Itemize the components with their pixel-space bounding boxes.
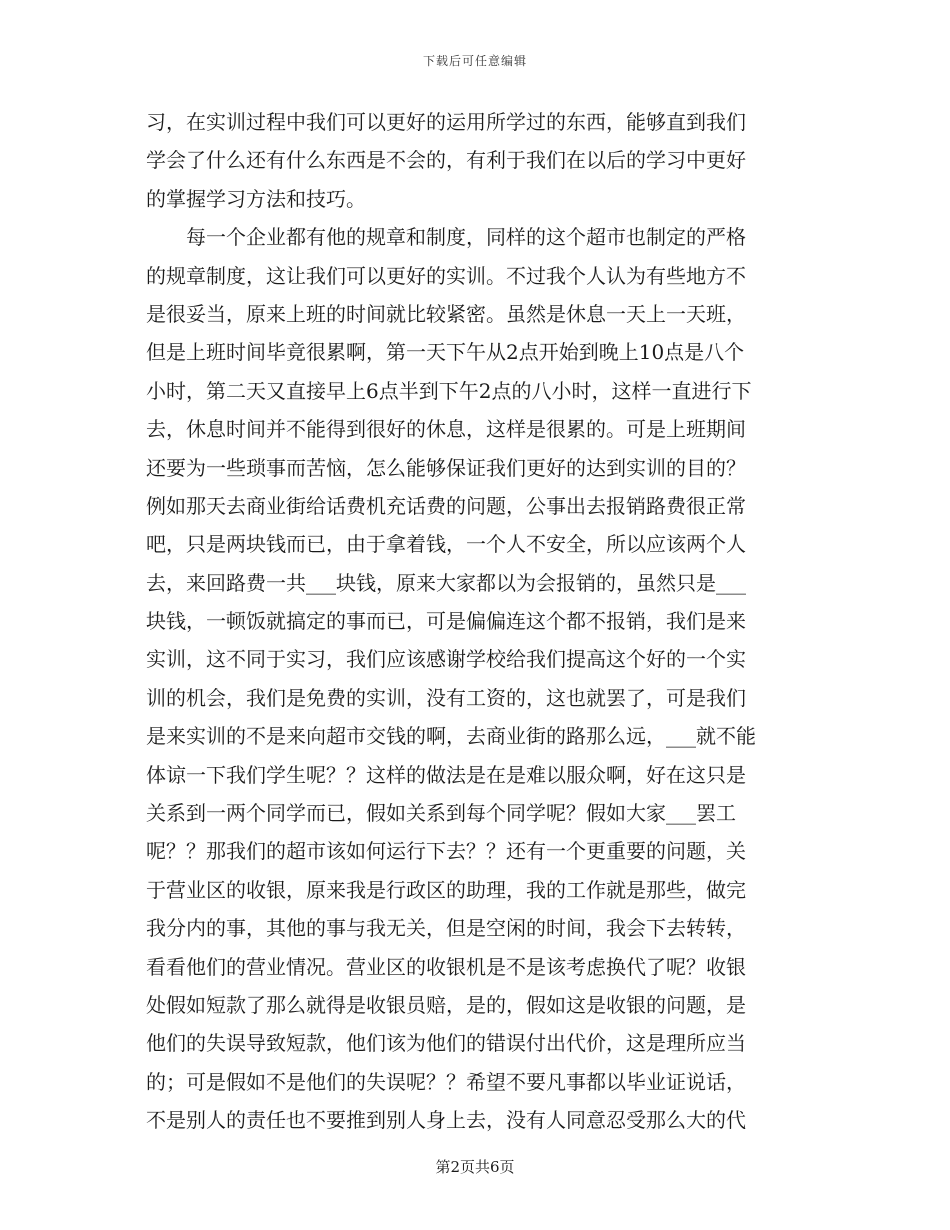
text-line: 看看他们的营业情况。营业区的收银机是不是该考虑换代了呢？收银 [146, 954, 746, 979]
text-line: 他们的失误导致短款，他们该为他们的错误付出代价，这是理所应当 [146, 1031, 746, 1056]
text-line: 我分内的事，其他的事与我无关，但是空闲的时间，我会下去转转， [146, 916, 746, 941]
text-line: 但是上班时间毕竟很累啊，第一天下午从2点开始到晚上10点是八个 [146, 340, 745, 365]
text-line: 块钱，一顿饭就搞定的事而已，可是偏偏连这个都不报销，我们是来 [146, 609, 746, 634]
text-line: 吧，只是两块钱而已，由于拿着钱，一个人不安全，所以应该两个人 [146, 532, 746, 557]
text-line: 是很妥当，原来上班的时间就比较紧密。虽然是休息一天上一天班， [146, 301, 746, 326]
text-line: 去，来回路费一共___块钱，原来大家都以为会报销的，虽然只是___ [146, 570, 746, 595]
text-line: 还要为一些琐事而苦恼，怎么能够保证我们更好的达到实训的目的？ [146, 455, 746, 480]
page-header: 下载后可任意编辑 [422, 54, 527, 68]
text-line: 例如那天去商业街给话费机充话费的问题，公事出去报销路费很正常 [146, 493, 746, 518]
text-line: 的掌握学习方法和技巧。 [146, 186, 366, 211]
page-number: 第2页共6页 [435, 1158, 515, 1176]
text-line: 的；可是假如不是他们的失误呢？？希望不要凡事都以毕业证说话， [146, 1069, 746, 1094]
text-line: 是来实训的不是来向超市交钱的啊，去商业街的路那么远，___就不能 [146, 724, 756, 749]
text-line: 学会了什么还有什么东西是不会的，有利于我们在以后的学习中更好 [146, 148, 746, 173]
text-line: 呢？？那我们的超市该如何运行下去？？还有一个更重要的问题，关 [146, 839, 746, 864]
text-line: 关系到一两个同学而已，假如关系到每个同学呢？假如大家___罢工 [146, 801, 736, 826]
text-line: 实训，这不同于实习，我们应该感谢学校给我们提高这个好的一个实 [146, 647, 746, 672]
text-line: 训的机会，我们是免费的实训，没有工资的，这也就罢了，可是我们 [146, 685, 746, 710]
text-line: 于营业区的收银，原来我是行政区的助理，我的工作就是那些，做完 [146, 877, 746, 902]
paragraph-first-line: 每一个企业都有他的规章和制度，同样的这个超市也制定的严格 [186, 225, 746, 250]
text-line: 不是别人的责任也不要推到别人身上去，没有人同意忍受那么大的代 [146, 1108, 746, 1133]
text-line: 去，休息时间并不能得到很好的休息，这样是很累的。可是上班期间 [146, 417, 746, 442]
text-line: 体谅一下我们学生呢？？这样的做法是在是难以服众啊，好在这只是 [146, 762, 746, 787]
text-line: 小时，第二天又直接早上6点半到下午2点的八小时，这样一直进行下 [146, 378, 752, 403]
document-body [146, 103, 810, 1140]
text-line: 处假如短款了那么就得是收银员赔，是的，假如这是收银的问题，是 [146, 992, 746, 1017]
text-line: 的规章制度，这让我们可以更好的实训。不过我个人认为有些地方不 [146, 263, 746, 288]
text-line: 习，在实训过程中我们可以更好的运用所学过的东西，能够直到我们 [146, 110, 746, 134]
